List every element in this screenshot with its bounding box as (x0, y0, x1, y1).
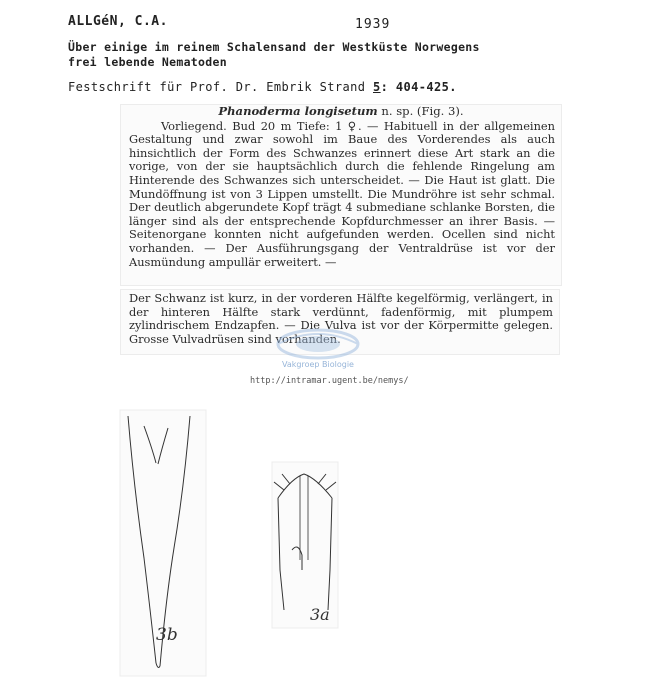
figure-3b-label: 3b (156, 625, 178, 645)
species-heading (121, 105, 561, 119)
figure-3b-tail-drawing (118, 408, 210, 680)
description-clipping (120, 104, 562, 286)
paper-title-line-1: Über einige im reinem Schalensand der Westküste Norwegens (68, 40, 480, 54)
tail-description-paragraph: Der Schwanz ist kurz, in der vorderen Hälfte kegelförmig, verlängert, in der hinteren Hälfte stark verdünnt, fadenförmig, mit plumpem zylindrischem Endzapfen. — Die Vulva ist vor der Körpermitte gelegen. Grosse Vulvadrüsen sind vorhanden. (129, 291, 553, 346)
source-pages: : 404-425. (380, 80, 457, 94)
species-suffix: n. sp. (Fig. 3). (377, 104, 464, 118)
citation-source (68, 80, 457, 94)
description-paragraph: Vorliegend. Bud 20 m Tiefe: 1 ♀. — Habituell in der allgemeinen Gestaltung und zwar sowohl im Baue des Vorderendes als auch hinsichtlich der Form des Schwanzes erinnert diese Art stark an die vorige, von der sie hauptsächlich durch die fehlende Ringelung am Hinterende des Schwanzes sich unterscheidet. — Die Haut ist glatt. Die Mundöffnung ist von 3 Lippen umstellt. Die Mundröhre ist sehr schmal. Der deutlich abgerundete Kopf trägt 4 submediane schlanke Borsten, die länger sind als der entsprechende Kopfdurchmesser an ihrer Basis. — Seitenorgane konnten nicht aufgefunden werden. Ocellen sind nicht vorhanden. — Der Ausführungsgang der Ventraldrüse ist vor der Ausmündung ampullär erweitert. — (129, 118, 555, 269)
figure-3a-label: 3a (310, 605, 330, 624)
paper-title-line-2: frei lebende Nematoden (68, 55, 227, 69)
source-url: http://intramar.ugent.be/nemys/ (250, 376, 409, 386)
source-volume: 5 (373, 80, 381, 94)
species-name: Phanoderma longisetum (218, 104, 378, 118)
figure-3a-head-drawing (270, 460, 342, 632)
author-name: ALLGéN, C.A. (68, 14, 168, 29)
watermark-text: Vakgroep Biologie (282, 360, 354, 369)
source-prefix: Festschrift für Prof. Dr. Embrik Strand (68, 80, 366, 94)
publication-year: 1939 (355, 17, 391, 32)
